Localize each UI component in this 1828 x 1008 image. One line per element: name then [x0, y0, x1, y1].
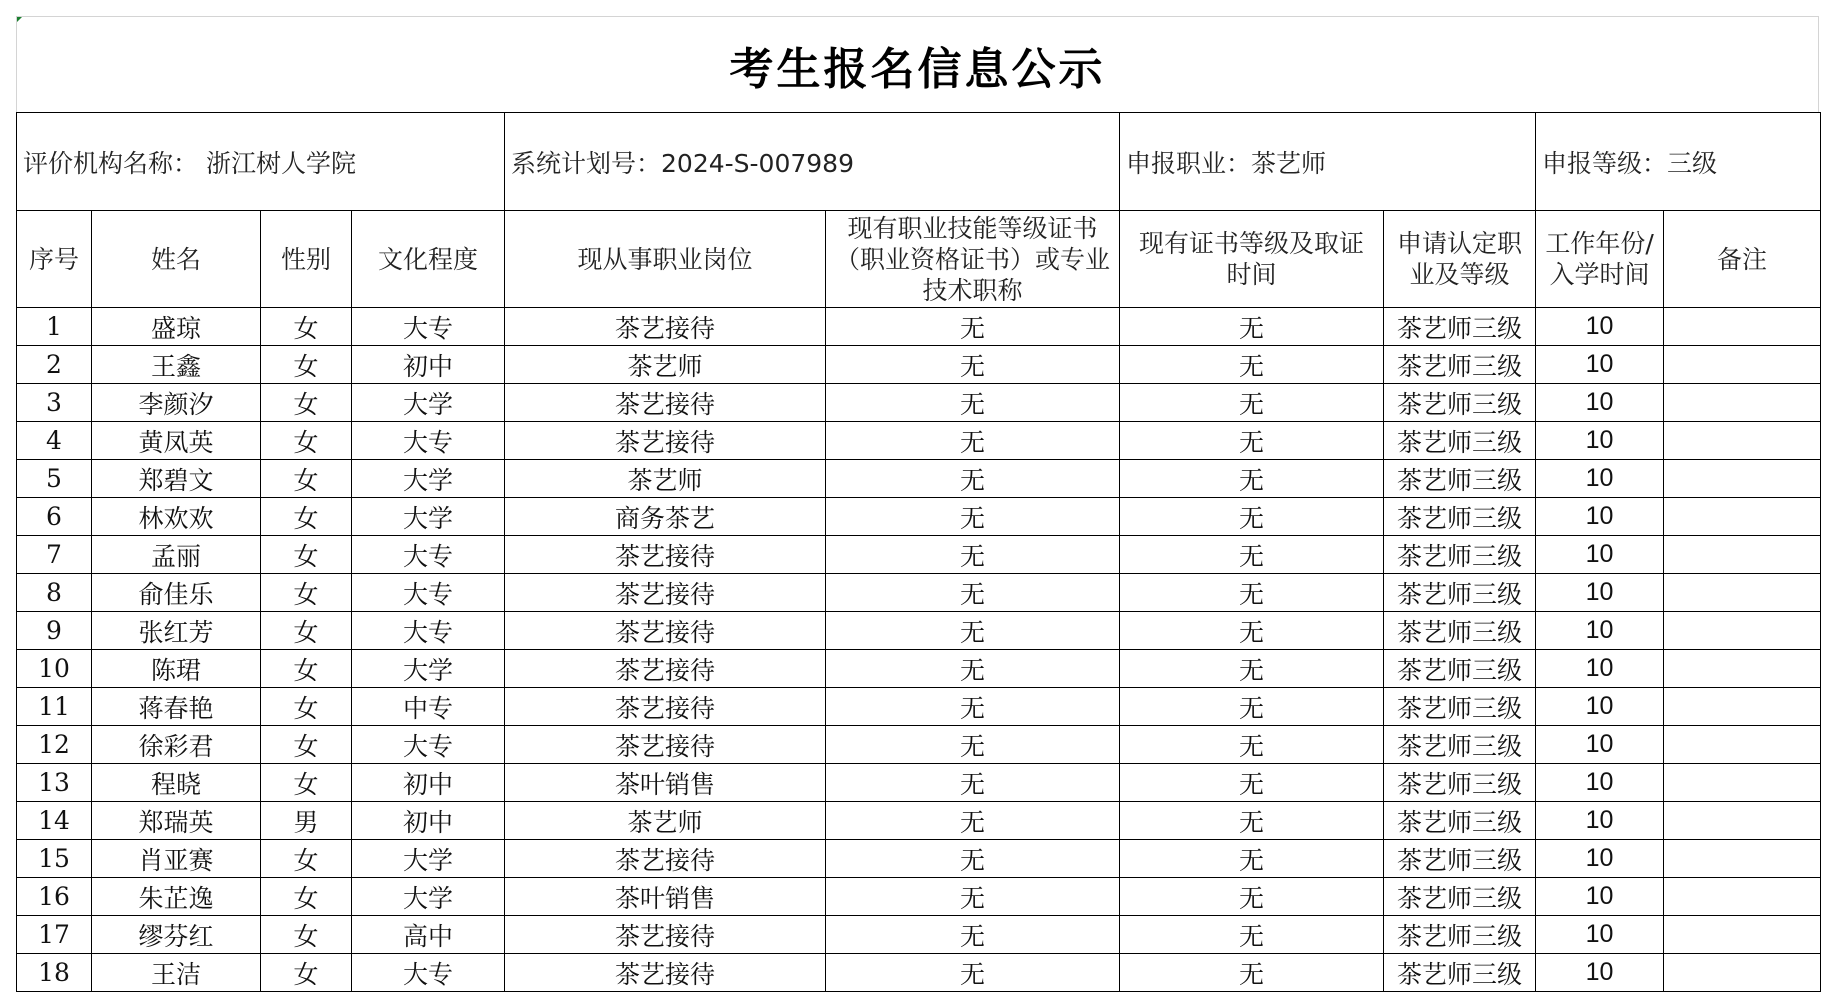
cell-name[interactable]: 张红芳	[92, 612, 261, 650]
cell-no[interactable]: 16	[17, 878, 92, 916]
cell-skill-cert[interactable]: 无	[826, 726, 1120, 764]
cell-remark[interactable]	[1664, 498, 1821, 536]
cell-apply[interactable]: 茶艺师三级	[1384, 612, 1536, 650]
cell-name[interactable]: 蒋春艳	[92, 688, 261, 726]
cell-no[interactable]: 6	[17, 498, 92, 536]
cell-cert-level-time[interactable]: 无	[1120, 574, 1384, 612]
occupation-cell[interactable]: 申报职业：茶艺师	[1120, 113, 1536, 211]
cell-skill-cert[interactable]: 无	[826, 840, 1120, 878]
cell-gender[interactable]: 女	[261, 384, 352, 422]
cell-cert-level-time[interactable]: 无	[1120, 954, 1384, 992]
cell-cert-level-time[interactable]: 无	[1120, 612, 1384, 650]
table-row	[17, 726, 1821, 764]
cell-remark[interactable]	[1664, 574, 1821, 612]
cell-apply[interactable]: 茶艺师三级	[1384, 422, 1536, 460]
cell-education[interactable]: 大专	[352, 954, 505, 992]
cell-skill-cert[interactable]: 无	[826, 802, 1120, 840]
cell-years[interactable]: 10	[1536, 650, 1664, 688]
spreadsheet	[16, 16, 1820, 996]
cell-name[interactable]: 王鑫	[92, 346, 261, 384]
cell-cert-level-time[interactable]: 无	[1120, 384, 1384, 422]
cell-skill-cert[interactable]: 无	[826, 650, 1120, 688]
cell-position[interactable]: 茶艺接待	[505, 536, 826, 574]
cell-apply[interactable]: 茶艺师三级	[1384, 650, 1536, 688]
cell-position[interactable]: 茶叶销售	[505, 878, 826, 916]
table-row	[17, 612, 1821, 650]
table-row	[17, 498, 1821, 536]
table-row	[17, 840, 1821, 878]
cell-name[interactable]: 陈珺	[92, 650, 261, 688]
cell-position[interactable]: 茶艺接待	[505, 688, 826, 726]
table-row	[17, 650, 1821, 688]
table-row	[17, 764, 1821, 802]
header-row	[17, 211, 1821, 308]
cell-gender[interactable]: 女	[261, 308, 352, 346]
cell-apply[interactable]: 茶艺师三级	[1384, 384, 1536, 422]
cell-years[interactable]: 10	[1536, 460, 1664, 498]
cell-apply[interactable]: 茶艺师三级	[1384, 954, 1536, 992]
cell-education[interactable]: 大专	[352, 612, 505, 650]
cell-skill-cert[interactable]: 无	[826, 916, 1120, 954]
cell-cert-level-time[interactable]: 无	[1120, 726, 1384, 764]
cell-gender[interactable]: 女	[261, 574, 352, 612]
cell-years[interactable]: 10	[1536, 574, 1664, 612]
cell-position[interactable]: 茶艺接待	[505, 384, 826, 422]
cell-position[interactable]: 茶艺接待	[505, 954, 826, 992]
cell-apply[interactable]: 茶艺师三级	[1384, 346, 1536, 384]
cell-remark[interactable]	[1664, 840, 1821, 878]
cell-skill-cert[interactable]: 无	[826, 878, 1120, 916]
cell-education[interactable]: 大学	[352, 840, 505, 878]
cell-remark[interactable]	[1664, 422, 1821, 460]
cell-remark[interactable]	[1664, 612, 1821, 650]
cell-skill-cert[interactable]: 无	[826, 498, 1120, 536]
cell-no[interactable]: 4	[17, 422, 92, 460]
cell-gender[interactable]: 女	[261, 612, 352, 650]
cell-skill-cert[interactable]: 无	[826, 346, 1120, 384]
cell-cert-level-time[interactable]: 无	[1120, 308, 1384, 346]
cell-no[interactable]: 1	[17, 308, 92, 346]
cell-position[interactable]: 茶艺师	[505, 460, 826, 498]
cell-cert-level-time[interactable]: 无	[1120, 840, 1384, 878]
cell-apply[interactable]: 茶艺师三级	[1384, 498, 1536, 536]
institution-cell[interactable]: 评价机构名称： 浙江树人学院	[17, 113, 505, 211]
cell-position[interactable]: 茶艺接待	[505, 574, 826, 612]
cell-no[interactable]: 3	[17, 384, 92, 422]
cell-position[interactable]: 茶艺接待	[505, 612, 826, 650]
cell-years[interactable]: 10	[1536, 840, 1664, 878]
cell-years[interactable]: 10	[1536, 916, 1664, 954]
cell-education[interactable]: 初中	[352, 346, 505, 384]
cell-gender[interactable]: 女	[261, 536, 352, 574]
table-row	[17, 954, 1821, 992]
cell-skill-cert[interactable]: 无	[826, 308, 1120, 346]
cell-years[interactable]: 10	[1536, 536, 1664, 574]
cell-education[interactable]: 高中	[352, 916, 505, 954]
cell-apply[interactable]: 茶艺师三级	[1384, 536, 1536, 574]
cell-apply[interactable]: 茶艺师三级	[1384, 308, 1536, 346]
cell-skill-cert[interactable]: 无	[826, 384, 1120, 422]
cell-remark[interactable]	[1664, 916, 1821, 954]
cell-education[interactable]: 中专	[352, 688, 505, 726]
cell-apply[interactable]: 茶艺师三级	[1384, 802, 1536, 840]
table-row	[17, 460, 1821, 498]
cell-cert-level-time[interactable]: 无	[1120, 422, 1384, 460]
cell-no[interactable]: 13	[17, 764, 92, 802]
cell-gender[interactable]: 男	[261, 802, 352, 840]
cell-position[interactable]: 茶叶销售	[505, 764, 826, 802]
info-row	[17, 113, 1821, 211]
cell-gender[interactable]: 女	[261, 916, 352, 954]
cell-skill-cert[interactable]: 无	[826, 460, 1120, 498]
cell-apply[interactable]: 茶艺师三级	[1384, 688, 1536, 726]
header-cert-level-time[interactable]: 现有证书等级及取证时间	[1120, 211, 1384, 308]
cell-education[interactable]: 初中	[352, 764, 505, 802]
cell-no[interactable]: 11	[17, 688, 92, 726]
cell-remark[interactable]	[1664, 688, 1821, 726]
cell-gender[interactable]: 女	[261, 346, 352, 384]
cell-cert-level-time[interactable]: 无	[1120, 916, 1384, 954]
cell-no[interactable]: 7	[17, 536, 92, 574]
header-position[interactable]: 现从事职业岗位	[505, 211, 826, 308]
header-name[interactable]: 姓名	[92, 211, 261, 308]
cell-apply[interactable]: 茶艺师三级	[1384, 840, 1536, 878]
table-row	[17, 346, 1821, 384]
cell-skill-cert[interactable]: 无	[826, 954, 1120, 992]
cell-no[interactable]: 8	[17, 574, 92, 612]
cell-apply[interactable]: 茶艺师三级	[1384, 574, 1536, 612]
table-row	[17, 802, 1821, 840]
cell-years[interactable]: 10	[1536, 726, 1664, 764]
cell-cert-level-time[interactable]: 无	[1120, 764, 1384, 802]
cell-skill-cert[interactable]: 无	[826, 612, 1120, 650]
cell-education[interactable]: 大专	[352, 422, 505, 460]
cell-position[interactable]: 茶艺师	[505, 802, 826, 840]
cell-remark[interactable]	[1664, 308, 1821, 346]
cell-cert-level-time[interactable]: 无	[1120, 878, 1384, 916]
cell-name[interactable]: 肖亚赛	[92, 840, 261, 878]
cell-apply[interactable]: 茶艺师三级	[1384, 916, 1536, 954]
cell-position[interactable]: 茶艺师	[505, 346, 826, 384]
cell-remark[interactable]	[1664, 346, 1821, 384]
table-row	[17, 574, 1821, 612]
cell-name[interactable]: 徐彩君	[92, 726, 261, 764]
cell-skill-cert[interactable]: 无	[826, 574, 1120, 612]
cell-apply[interactable]: 茶艺师三级	[1384, 460, 1536, 498]
cell-apply[interactable]: 茶艺师三级	[1384, 764, 1536, 802]
cell-no[interactable]: 15	[17, 840, 92, 878]
plan-number-cell[interactable]: 系统计划号：2024-S-007989	[505, 113, 1120, 211]
cell-gender[interactable]: 女	[261, 764, 352, 802]
cell-gender[interactable]: 女	[261, 954, 352, 992]
cell-no[interactable]: 10	[17, 650, 92, 688]
cell-skill-cert[interactable]: 无	[826, 422, 1120, 460]
cell-position[interactable]: 商务茶艺	[505, 498, 826, 536]
cell-name[interactable]: 王洁	[92, 954, 261, 992]
cell-apply[interactable]: 茶艺师三级	[1384, 726, 1536, 764]
cell-years[interactable]: 10	[1536, 954, 1664, 992]
cell-years[interactable]: 10	[1536, 422, 1664, 460]
cell-name[interactable]: 朱芷逸	[92, 878, 261, 916]
cell-education[interactable]: 大学	[352, 384, 505, 422]
cell-no[interactable]: 2	[17, 346, 92, 384]
cell-gender[interactable]: 女	[261, 422, 352, 460]
cell-cert-level-time[interactable]: 无	[1120, 650, 1384, 688]
cell-position[interactable]: 茶艺接待	[505, 726, 826, 764]
cell-position[interactable]: 茶艺接待	[505, 916, 826, 954]
cell-name[interactable]: 李颜汐	[92, 384, 261, 422]
cell-education[interactable]: 大学	[352, 498, 505, 536]
cell-no[interactable]: 9	[17, 612, 92, 650]
cell-cert-level-time[interactable]: 无	[1120, 802, 1384, 840]
cell-no[interactable]: 12	[17, 726, 92, 764]
cell-education[interactable]: 大学	[352, 460, 505, 498]
cell-name[interactable]: 林欢欢	[92, 498, 261, 536]
table-row	[17, 916, 1821, 954]
cell-name[interactable]: 孟丽	[92, 536, 261, 574]
cell-gender[interactable]: 女	[261, 726, 352, 764]
level-cell[interactable]: 申报等级：三级	[1536, 113, 1821, 211]
cell-years[interactable]: 10	[1536, 878, 1664, 916]
cell-remark[interactable]	[1664, 650, 1821, 688]
cell-gender[interactable]: 女	[261, 840, 352, 878]
cell-name[interactable]: 黄凤英	[92, 422, 261, 460]
page-title: 考生报名信息公示	[729, 43, 1106, 95]
registration-table	[16, 112, 1821, 992]
cell-skill-cert[interactable]: 无	[826, 536, 1120, 574]
header-apply[interactable]: 申请认定职业及等级	[1384, 211, 1536, 308]
cell-education[interactable]: 大专	[352, 574, 505, 612]
table-row	[17, 308, 1821, 346]
cell-name[interactable]: 郑碧文	[92, 460, 261, 498]
cell-remark[interactable]	[1664, 726, 1821, 764]
cell-remark[interactable]	[1664, 802, 1821, 840]
cell-education[interactable]: 大专	[352, 726, 505, 764]
cell-gender[interactable]: 女	[261, 688, 352, 726]
cell-years[interactable]: 10	[1536, 308, 1664, 346]
cell-position[interactable]: 茶艺接待	[505, 422, 826, 460]
cell-gender[interactable]: 女	[261, 878, 352, 916]
cell-skill-cert[interactable]: 无	[826, 764, 1120, 802]
table-row	[17, 536, 1821, 574]
cell-no[interactable]: 14	[17, 802, 92, 840]
cell-remark[interactable]	[1664, 384, 1821, 422]
cell-education[interactable]: 大专	[352, 536, 505, 574]
cell-name[interactable]: 程晓	[92, 764, 261, 802]
cell-cert-level-time[interactable]: 无	[1120, 460, 1384, 498]
cell-years[interactable]: 10	[1536, 498, 1664, 536]
cell-cert-level-time[interactable]: 无	[1120, 536, 1384, 574]
cell-name[interactable]: 缪芬红	[92, 916, 261, 954]
cell-cert-level-time[interactable]: 无	[1120, 498, 1384, 536]
cell-education[interactable]: 大专	[352, 308, 505, 346]
cell-name[interactable]: 郑瑞英	[92, 802, 261, 840]
cell-remark[interactable]	[1664, 764, 1821, 802]
cell-name[interactable]: 盛琼	[92, 308, 261, 346]
cell-remark[interactable]	[1664, 460, 1821, 498]
cell-gender[interactable]: 女	[261, 498, 352, 536]
header-gender[interactable]: 性别	[261, 211, 352, 308]
title-cell[interactable]	[16, 16, 1819, 112]
cell-no[interactable]: 5	[17, 460, 92, 498]
cell-years[interactable]: 10	[1536, 764, 1664, 802]
header-education[interactable]: 文化程度	[352, 211, 505, 308]
cell-education[interactable]: 大学	[352, 650, 505, 688]
cell-remark[interactable]	[1664, 536, 1821, 574]
table-row	[17, 422, 1821, 460]
header-skill-cert[interactable]: 现有职业技能等级证书（职业资格证书）或专业技术职称	[826, 211, 1120, 308]
header-no[interactable]: 序号	[17, 211, 92, 308]
cell-education[interactable]: 大学	[352, 878, 505, 916]
cell-years[interactable]: 10	[1536, 688, 1664, 726]
cell-gender[interactable]: 女	[261, 460, 352, 498]
table-row	[17, 878, 1821, 916]
cell-gender[interactable]: 女	[261, 650, 352, 688]
cell-cert-level-time[interactable]: 无	[1120, 688, 1384, 726]
cell-apply[interactable]: 茶艺师三级	[1384, 878, 1536, 916]
cell-no[interactable]: 18	[17, 954, 92, 992]
cell-name[interactable]: 俞佳乐	[92, 574, 261, 612]
cell-skill-cert[interactable]: 无	[826, 688, 1120, 726]
cell-remark[interactable]	[1664, 954, 1821, 992]
cell-years[interactable]: 10	[1536, 612, 1664, 650]
header-remark[interactable]: 备注	[1664, 211, 1821, 308]
cell-years[interactable]: 10	[1536, 346, 1664, 384]
cell-no[interactable]: 17	[17, 916, 92, 954]
cell-education[interactable]: 初中	[352, 802, 505, 840]
cell-position[interactable]: 茶艺接待	[505, 840, 826, 878]
cell-years[interactable]: 10	[1536, 384, 1664, 422]
cell-cert-level-time[interactable]: 无	[1120, 346, 1384, 384]
header-years[interactable]: 工作年份/入学时间	[1536, 211, 1664, 308]
table-row	[17, 688, 1821, 726]
cell-remark[interactable]	[1664, 878, 1821, 916]
cell-position[interactable]: 茶艺接待	[505, 650, 826, 688]
cell-position[interactable]: 茶艺接待	[505, 308, 826, 346]
cell-years[interactable]: 10	[1536, 802, 1664, 840]
table-row	[17, 384, 1821, 422]
